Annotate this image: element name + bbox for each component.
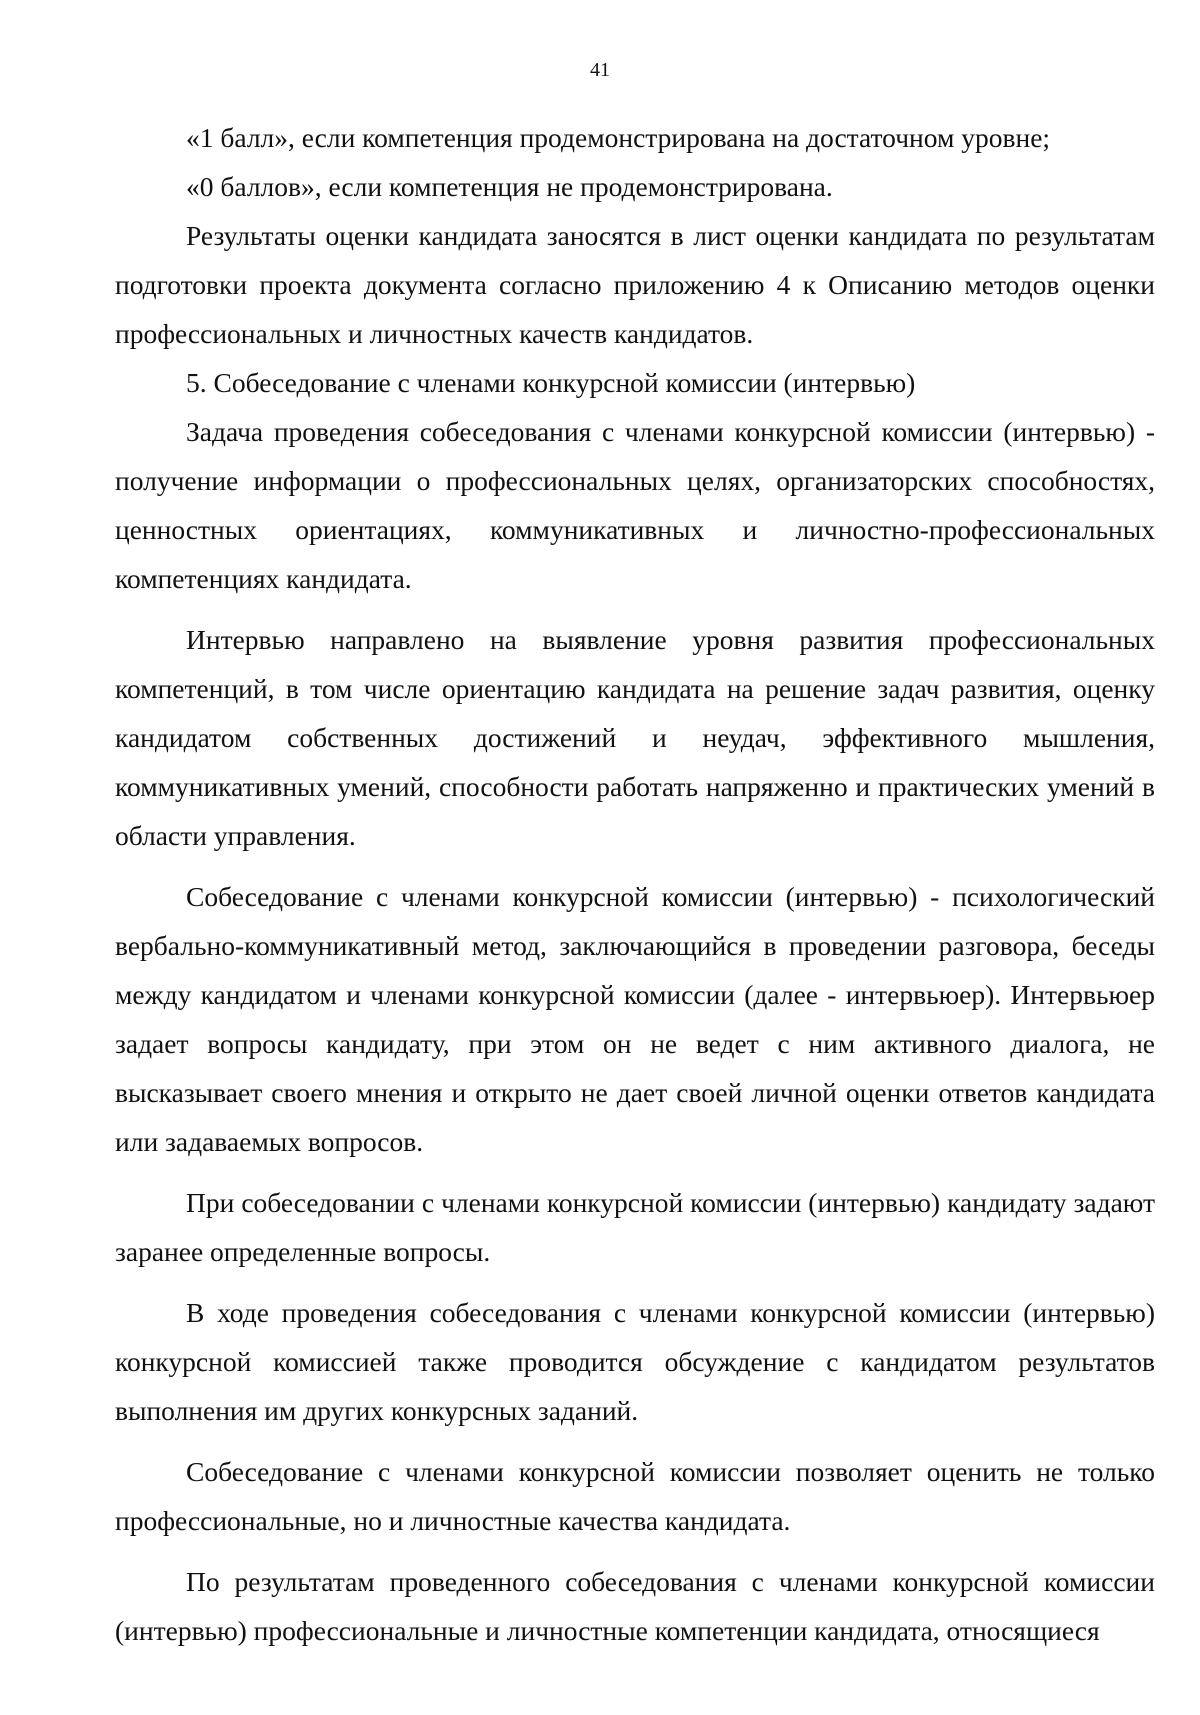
paragraph: Собеседование с членами конкурсной комиссии позволяет оценить не только профессиональные, но и личностные качества кандидата. [115,1456,1155,1536]
document-body [115,113,1155,1655]
paragraph: Задача проведения собеседования с членами конкурсной комиссии (интервью) - получение информации о профессиональных целях, организаторских способностях, ценностных ориентациях, коммуникативных и личностно-профессиональных компетенциях кандидата. [115,416,1155,594]
paragraph: Результаты оценки кандидата заносятся в лист оценки кандидата по результатам подготовки проекта документа согласно приложению 4 к Описанию методов оценки профессиональных и личностных качеств кандидатов. [115,220,1155,349]
page-number: 41 [590,59,610,81]
paragraph: При собеседовании с членами конкурсной комиссии (интервью) кандидату задают заранее определенные вопросы. [115,1187,1155,1267]
paragraph: «1 балл», если компетенция продемонстрирована на достаточном уровне; [186,122,1051,153]
paragraph: Собеседование с членами конкурсной комиссии (интервью) - психологический вербально-коммуникативный метод, заключающийся в проведении разговора, беседы между кандидатом и членами конкурсной комиссии (далее - интервьюер). Интервьюер задает вопросы кандидату, при этом он не ведет с ним активного диалога, не высказывает своего мнения и открыто не дает своей личной оценки ответов кандидата или задаваемых вопросов. [115,881,1155,1157]
paragraph: По результатам проведенного собеседования с членами конкурсной комиссии (интервью) профессиональные и личностные компетенции кандидата, относящиеся [115,1566,1155,1646]
section-heading: 5. Собеседование с членами конкурсной комиссии (интервью) [186,367,916,398]
paragraph: В ходе проведения собеседования с членами конкурсной комиссии (интервью) конкурсной комиссией также проводится обсуждение с кандидатом результатов выполнения им других конкурсных заданий. [115,1297,1155,1426]
paragraph: Интервью направлено на выявление уровня развития профессиональных компетенций, в том числе ориентацию кандидата на решение задач развития, оценку кандидатом собственных достижений и неудач, эффективного мышления, коммуникативных умений, способности работать напряженно и практических умений в области управления. [115,624,1155,851]
paragraph: «0 баллов», если компетенция не продемонстрирована. [186,171,833,202]
